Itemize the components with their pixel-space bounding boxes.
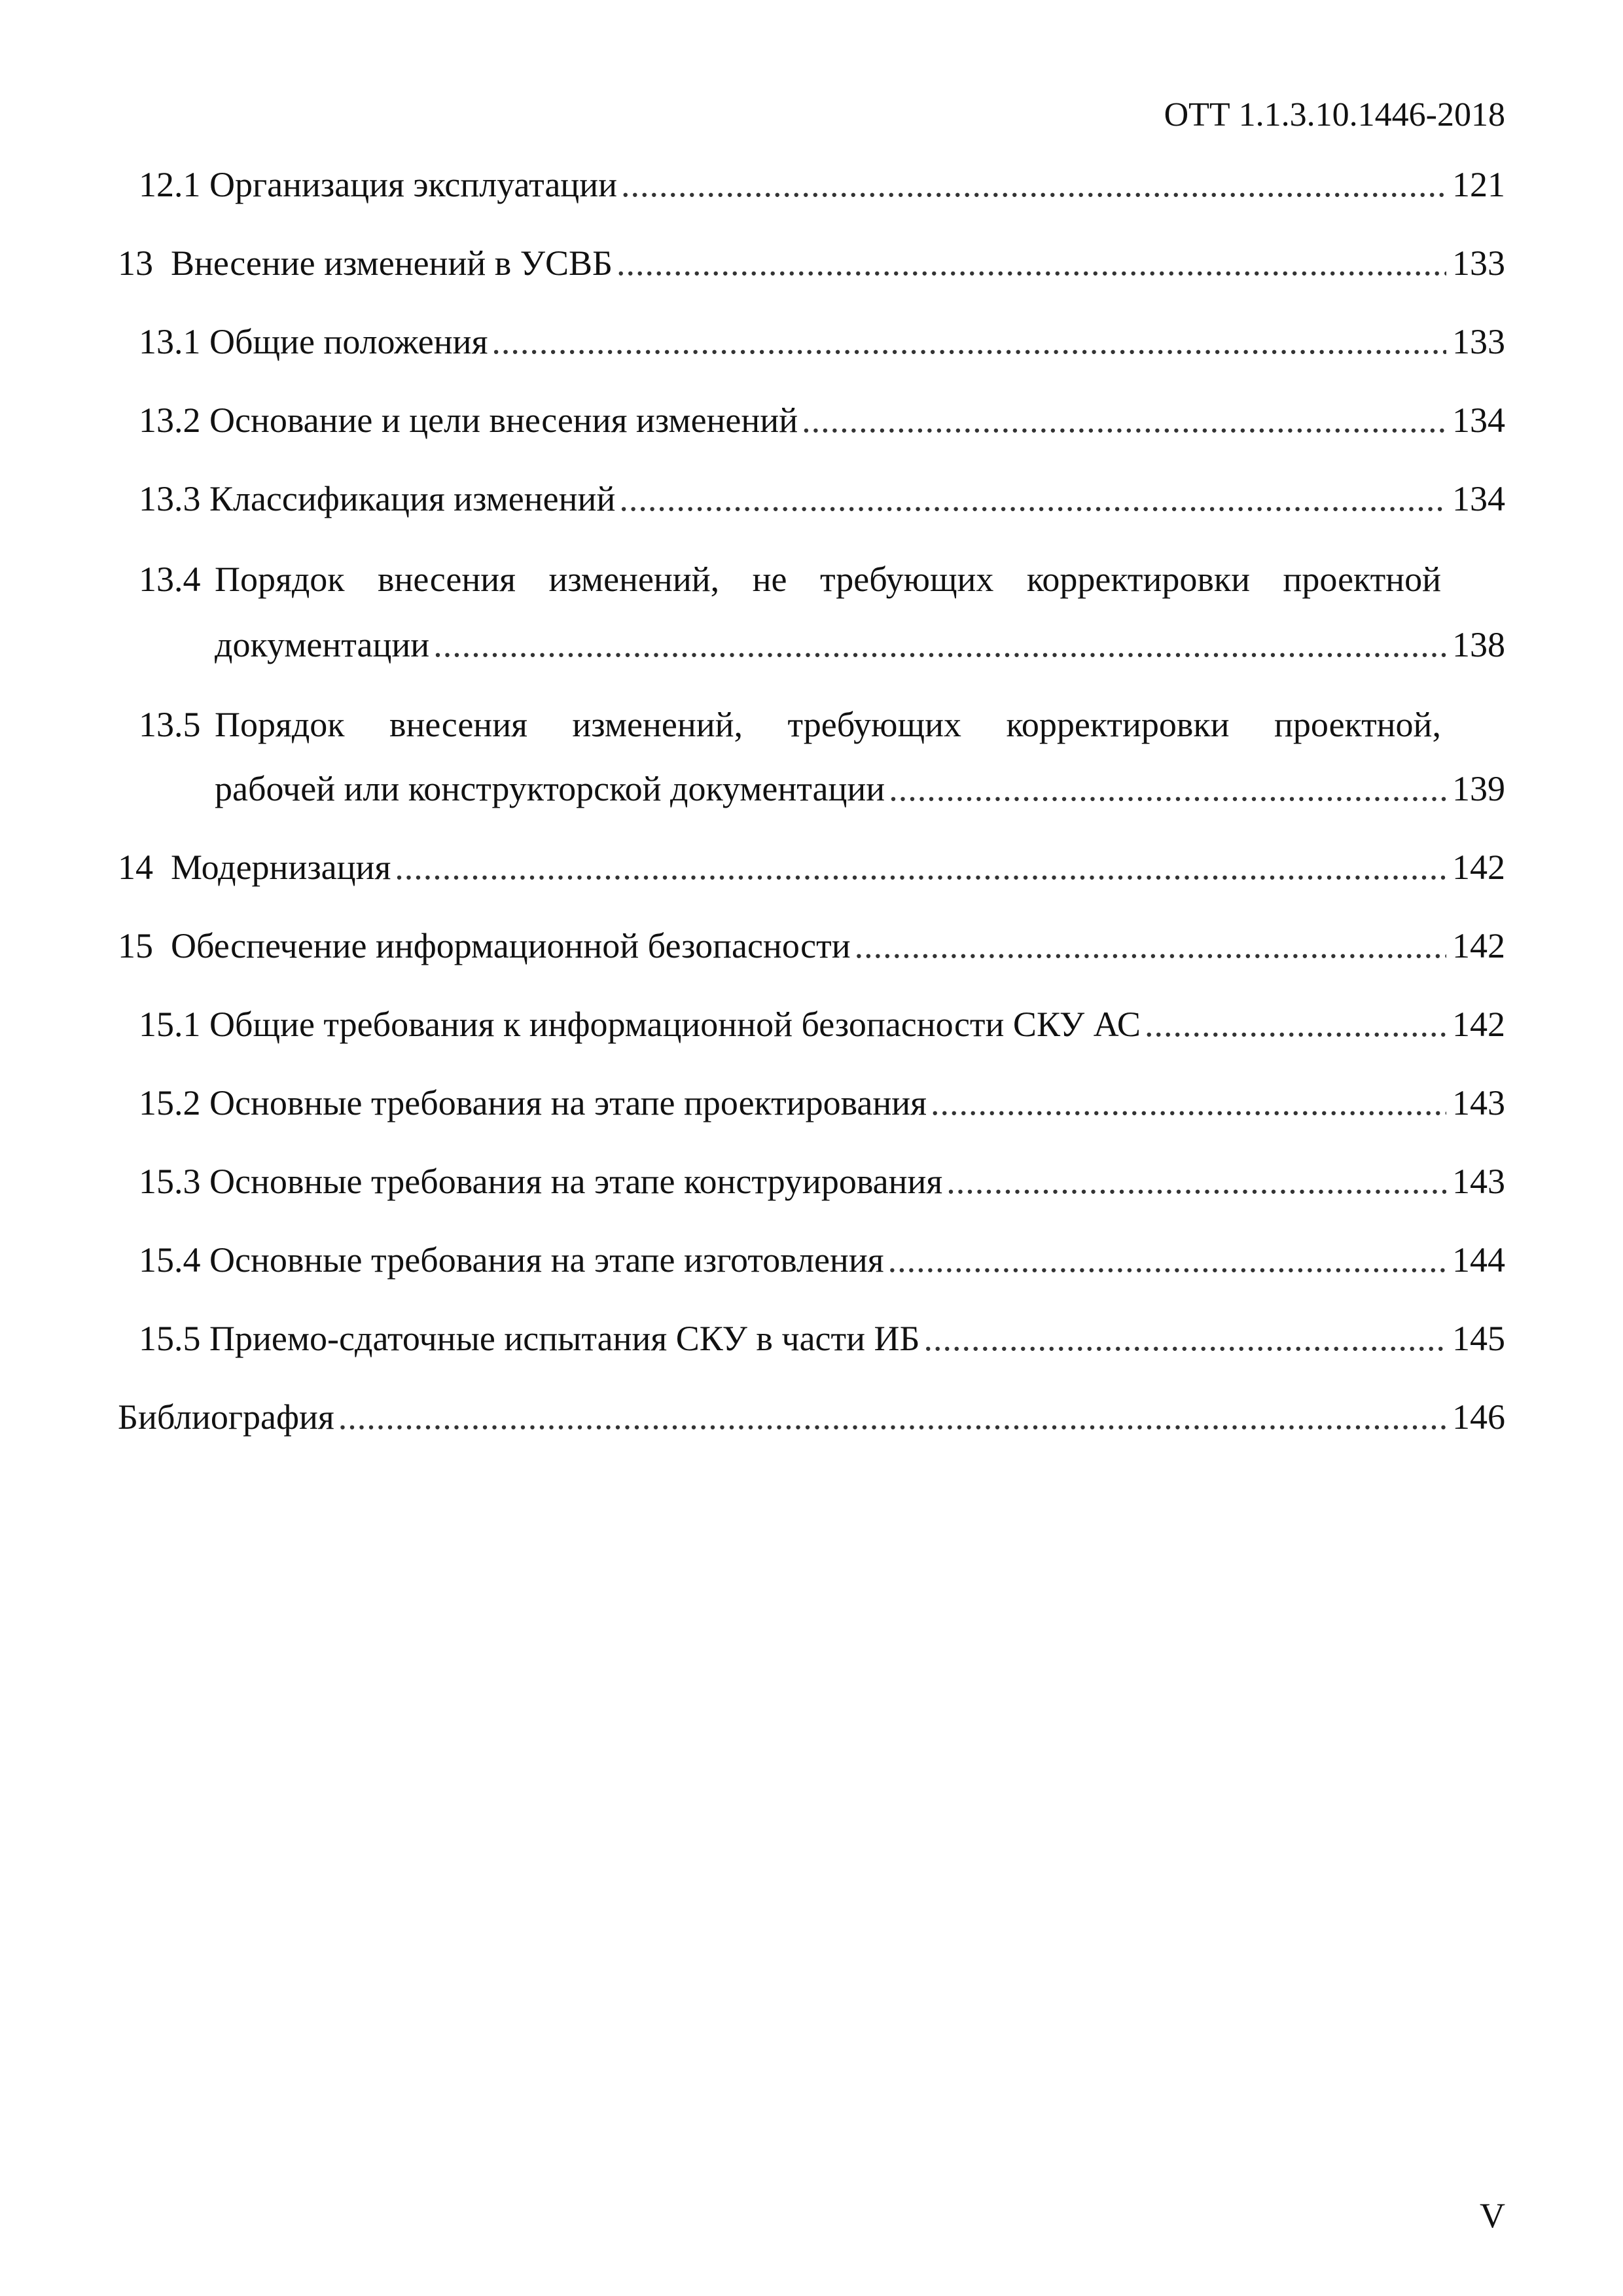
- dot-leader: [802, 403, 1446, 438]
- toc-entry-number: 15.2: [139, 1083, 201, 1122]
- toc-entry-title-line1: [215, 562, 1441, 597]
- toc-entry-title-line1: [215, 707, 1441, 742]
- dot-leader: [491, 324, 1446, 359]
- toc-entry-title: Общие положения: [209, 322, 488, 361]
- dot-leader: [616, 245, 1446, 281]
- toc-entry-title: Классификация изменений: [209, 479, 616, 518]
- toc-entry-title-word: изменений,: [572, 705, 743, 744]
- dot-leader: [946, 1164, 1446, 1199]
- toc-entry-title: Обеспечение информационной безопасности: [171, 926, 851, 965]
- toc-entry-title: Внесение изменений в УСВБ: [171, 243, 613, 283]
- toc-entry-number: 15: [118, 926, 153, 965]
- toc-entry-title-line2: [215, 627, 1505, 662]
- toc-entry-page: 121: [1452, 165, 1505, 204]
- toc-entry-title-word: Порядок: [215, 705, 345, 744]
- toc-entry-number: 15.3: [139, 1162, 201, 1201]
- toc-entry-page: 133: [1452, 243, 1505, 283]
- dot-leader: [888, 1242, 1446, 1278]
- toc-entry-page: 142: [1452, 1005, 1505, 1044]
- dot-leader: [924, 1321, 1446, 1356]
- toc-entry-bibliography[interactable]: [118, 1399, 1505, 1435]
- toc-entry-title-word: проектной,: [1274, 705, 1441, 744]
- toc-entry-15-1[interactable]: [139, 1007, 1505, 1042]
- toc-entry-title: Основные требования на этапе конструирования: [209, 1162, 943, 1201]
- toc-entry-page: 142: [1452, 848, 1505, 887]
- toc-entry-page: 143: [1452, 1083, 1505, 1122]
- toc-entry-number: 14: [118, 848, 153, 887]
- toc-entry-title-word: не: [752, 560, 787, 599]
- toc-entry-page: 144: [1452, 1240, 1505, 1280]
- toc-entry-15-4[interactable]: [139, 1242, 1505, 1278]
- toc-entry-12-1[interactable]: [139, 167, 1505, 202]
- toc-entry-15-5[interactable]: [139, 1321, 1505, 1356]
- toc-entry-number: 15.5: [139, 1319, 201, 1358]
- toc-entry-page: 142: [1452, 926, 1505, 965]
- toc-entry-title: Основные требования на этапе изготовления: [209, 1240, 884, 1280]
- dot-leader: [338, 1399, 1446, 1435]
- toc-entry-title-word: корректировки: [1026, 560, 1251, 599]
- toc-entry-14[interactable]: [118, 850, 1505, 885]
- dot-leader: [433, 627, 1446, 662]
- toc-entry-13-3[interactable]: [139, 481, 1505, 516]
- toc-entry-title: Приемо-сдаточные испытания СКУ в части ИБ: [209, 1319, 920, 1358]
- dot-leader: [889, 771, 1446, 806]
- toc-entry-title-word: проектной: [1283, 560, 1441, 599]
- toc-entry-13-1[interactable]: [139, 324, 1505, 359]
- toc-entry-title: документации: [215, 625, 430, 664]
- toc-entry-title-word: внесения: [389, 705, 527, 744]
- dot-leader: [931, 1085, 1446, 1121]
- toc-entry-page: 143: [1452, 1162, 1505, 1201]
- dot-leader: [395, 850, 1446, 885]
- toc-entry-number: 13: [118, 243, 153, 283]
- toc-entry-page: 146: [1452, 1397, 1505, 1437]
- toc-entry-title-word: Порядок: [215, 560, 345, 599]
- dot-leader: [619, 481, 1446, 516]
- toc-entry-title: Общие требования к информационной безопасности СКУ АС: [209, 1005, 1141, 1044]
- toc-entry-title-word: внесения: [378, 560, 516, 599]
- toc-entry-title-word: изменений,: [548, 560, 720, 599]
- toc-entry-title: Библиография: [118, 1397, 334, 1437]
- toc-entry-title: Модернизация: [171, 848, 391, 887]
- toc-entry-title-word: корректировки: [1006, 705, 1230, 744]
- toc-entry-number: 12.1: [139, 165, 201, 204]
- toc-entry-page: 134: [1452, 401, 1505, 440]
- toc-entry-13[interactable]: [118, 245, 1505, 281]
- toc-entry-title: рабочей или конструкторской документации: [215, 769, 885, 808]
- toc-entry-number: 13.5: [139, 705, 201, 744]
- toc-entry-number: 13.3: [139, 479, 201, 518]
- toc-entry-page: 138: [1452, 625, 1505, 664]
- toc-entry-number: 13.2: [139, 401, 201, 440]
- toc-entry-page: 139: [1452, 769, 1505, 808]
- toc-entry-number: 13.1: [139, 322, 201, 361]
- dot-leader: [855, 928, 1446, 963]
- dot-leader: [621, 167, 1446, 202]
- toc-entry-13-2[interactable]: [139, 403, 1505, 438]
- toc-entry-title: Основание и цели внесения изменений: [209, 401, 798, 440]
- toc-entry-title-line2: [215, 771, 1505, 806]
- document-code: ОТТ 1.1.3.10.1446-2018: [1164, 96, 1505, 134]
- dot-leader: [1145, 1007, 1446, 1042]
- toc-entry-15[interactable]: [118, 928, 1505, 963]
- page-number: V: [1480, 2196, 1505, 2235]
- toc-entry-title-word: требующих: [819, 560, 994, 599]
- toc-entry-title-word: требующих: [787, 705, 961, 744]
- toc-entry-number: 13.4: [139, 560, 201, 599]
- toc-entry-page: 134: [1452, 479, 1505, 518]
- toc-entry-page: 145: [1452, 1319, 1505, 1358]
- toc-entry-title: Организация эксплуатации: [209, 165, 618, 204]
- toc-entry-number: 15.4: [139, 1240, 201, 1280]
- toc-entry-title: Основные требования на этапе проектирования: [209, 1083, 927, 1122]
- toc-entry-15-3[interactable]: [139, 1164, 1505, 1199]
- toc-entry-15-2[interactable]: [139, 1085, 1505, 1121]
- toc-entry-number: 15.1: [139, 1005, 201, 1044]
- toc-entry-page: 133: [1452, 322, 1505, 361]
